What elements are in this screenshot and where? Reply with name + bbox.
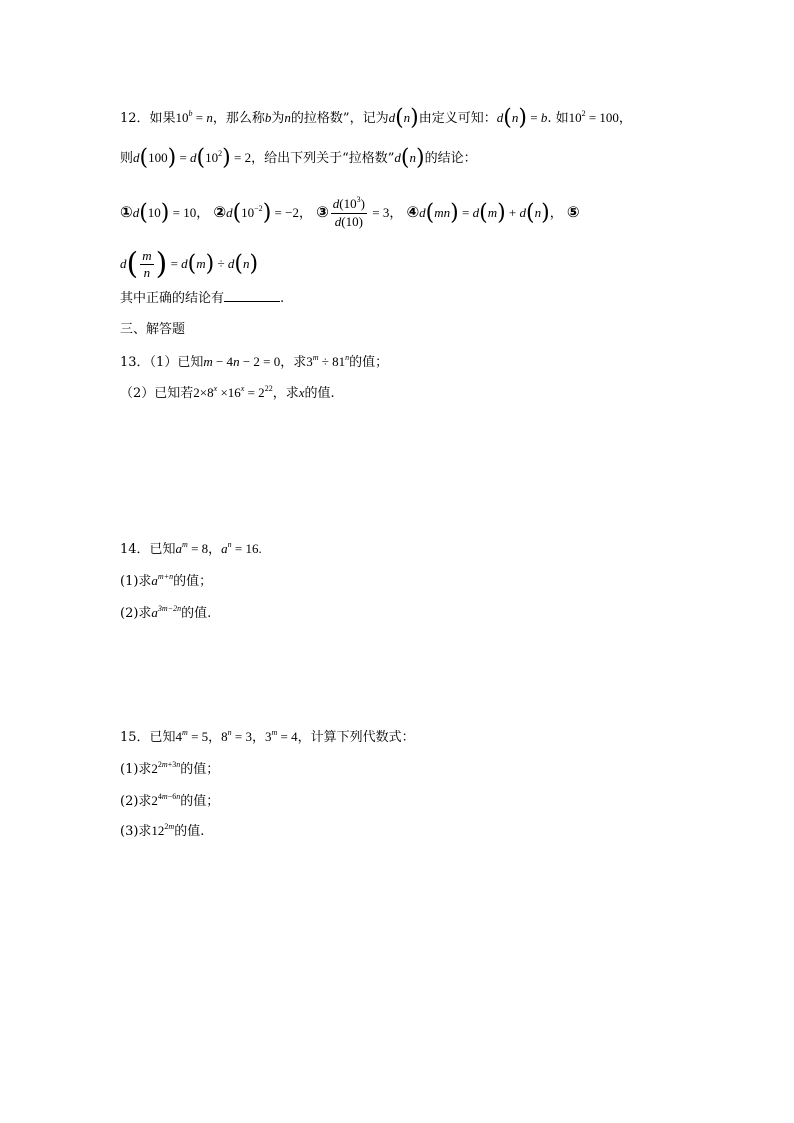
q12-choices: ①d(10) = 10， $②d(10^{-2}) = -2$， ③ $\frac{d(10^3)}{d(10)}$ = 3， ④d(mn) = d(m) + d(n)， ⑤ <box>120 195 580 229</box>
q14-stem: 14．已知$a^m = 8$，$a^n = 16$. <box>120 540 262 557</box>
q12-choice5-formula: d( $\frac{m}{n}$ ) = d(m) ÷ d(n) <box>120 246 259 282</box>
q12-answer-line: 其中正确的结论有 . <box>120 291 285 306</box>
q15-part3: (3)求$12^{2m}$的值. <box>120 822 205 839</box>
choice-1-marker: ① <box>120 203 133 221</box>
q14-part1: (1)求$a^{m+n}$的值； <box>120 572 213 589</box>
choice-4-marker: ④ <box>406 203 420 221</box>
choice-5-marker: ⑤ <box>566 203 580 221</box>
q13-part1: 13．（1）已知m − 4n − 2 = 0，求$3^m \div 81^n$的值； <box>120 353 389 370</box>
q15-stem: 15．已知$4^m = 5$，$8^n = 3$，$3^m = 4$，计算下列代数式： <box>120 728 415 745</box>
q12-line2: 则$d(100) = d(10^2) = 2$，给出下列关于“拉格数”d(n)的结论： <box>120 145 477 171</box>
section-heading: 三、解答题 <box>120 322 186 337</box>
q15-part1: (1)求$2^{2m+3n}$的值； <box>120 760 220 777</box>
answer-blank[interactable] <box>224 289 280 302</box>
choice-3-marker: ③ <box>316 203 329 221</box>
q13-part2: （2）已知若$2\times 8^x \times 16^x = 2^{22}$，求x的值. <box>120 384 335 401</box>
q14-part2: (2)求$a^{3m-2n}$的值. <box>120 604 212 621</box>
fraction-d1000-over-d10: $\frac{d(10^3)}{d(10)}$ <box>332 195 365 229</box>
q12-line1: 12．如果$10^b = n$，那么称b为n的拉格数”，记为d(n)由定义可知：d(n) = b. 如$10^2 = 100$， <box>120 105 632 131</box>
choice-2-marker: ② <box>213 203 227 221</box>
q15-part2: (2)求$2^{4m-6n}$的值； <box>120 792 220 809</box>
